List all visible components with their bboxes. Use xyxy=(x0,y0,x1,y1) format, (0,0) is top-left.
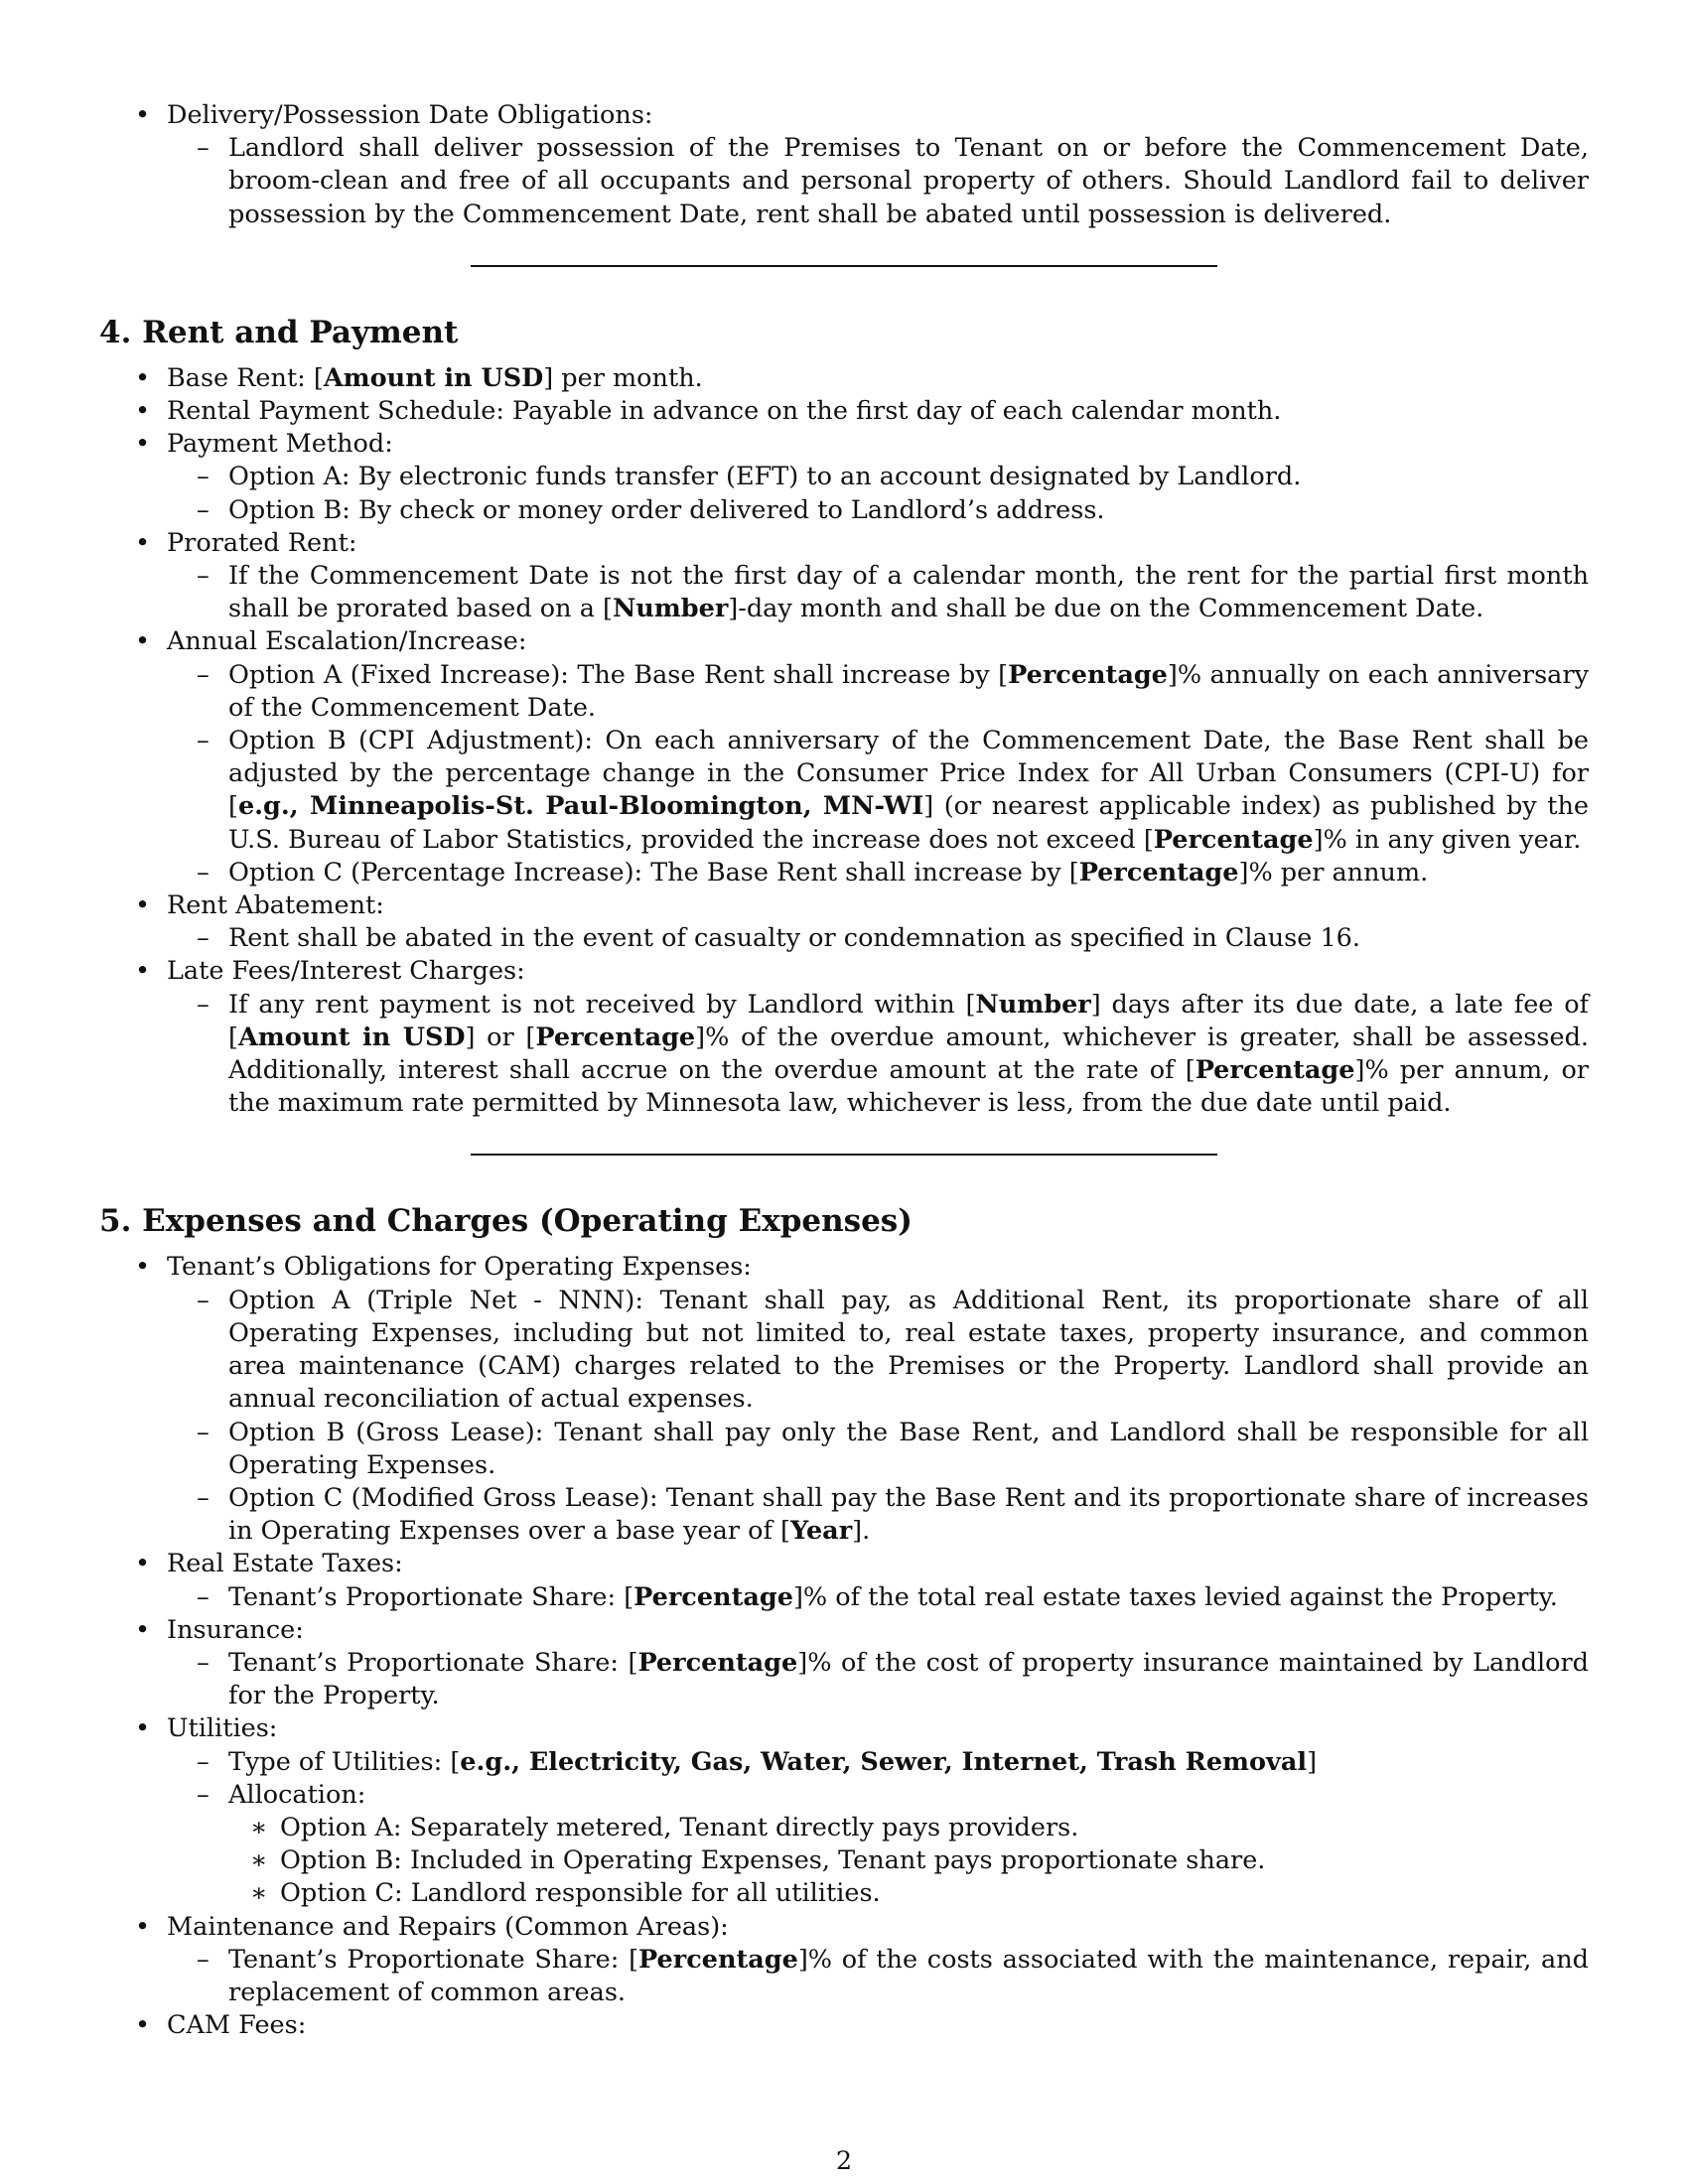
sub-list-item: – Option C (Modified Gross Lease): Tenant shall pay the Base Rent and its proportionate share of increases in Operating Expenses over a base year of [Year]. xyxy=(99,1482,1589,1548)
list-item: • Maintenance and Repairs (Common Areas): xyxy=(99,1911,1589,1944)
sub-sub-list-item: ∗ Option A: Separately metered, Tenant directly pays providers. xyxy=(99,1812,1589,1844)
sub-list-item: – Tenant’s Proportionate Share: [Percentage]% of the costs associated with the maintenance, repair, and replacement of common areas. xyxy=(99,1944,1589,2009)
sub-list-item: – Option A (Triple Net - NNN): Tenant shall pay, as Additional Rent, its proportionate share of all Operating Expenses, including but not limited to, real estate taxes, property insurance, and common area maintenance (CAM) charges related to the Premises or the Property. Landlord shall provide an annual reconciliation of actual expenses. xyxy=(99,1285,1589,1417)
list-item: • Utilities: xyxy=(99,1712,1589,1745)
section-heading: 5. Expenses and Charges (Operating Expenses) xyxy=(99,1203,913,1240)
sub-list-item: – Option B (Gross Lease): Tenant shall pay only the Base Rent, and Landlord shall be responsible for all Operating Expenses. xyxy=(99,1417,1589,1482)
sub-list-item: – Option A: By electronic funds transfer (EFT) to an account designated by Landlord. xyxy=(99,461,1589,493)
list-item: • Late Fees/Interest Charges: xyxy=(99,955,1589,988)
page-number: 2 xyxy=(835,2146,853,2176)
sub-list-item: – If any rent payment is not received by Landlord within [Number] days after its due date, a late fee of [Amount in USD] or [Percentage]% of the overdue amount, whichever is greater, shall be assessed. Additionally, interest shall accrue on the overdue amount at the rate of [Percentage]% per annum, or the maximum rate permitted by Minnesota law, whichever is less, from the due date until paid. xyxy=(99,989,1589,1121)
document-page xyxy=(99,99,1589,2042)
list-item: • Annual Escalation/Increase: xyxy=(99,625,1589,658)
sub-list-item: – Rent shall be abated in the event of casualty or condemnation as specified in Clause 16. xyxy=(99,922,1589,955)
list-item: • Delivery/Possession Date Obligations: xyxy=(99,99,1589,132)
sub-list-item: – If the Commencement Date is not the first day of a calendar month, the rent for the partial first month shall be prorated based on a [Number]-day month and shall be due on the Commencement Date. xyxy=(99,560,1589,625)
sub-list-item: – Option A (Fixed Increase): The Base Rent shall increase by [Percentage]% annually on each anniversary of the Commencement Date. xyxy=(99,659,1589,725)
sub-sub-list-item: ∗ Option B: Included in Operating Expenses, Tenant pays proportionate share. xyxy=(99,1844,1589,1877)
sub-sub-list-item: ∗ Option C: Landlord responsible for all utilities. xyxy=(99,1877,1589,1910)
list-item: • CAM Fees: xyxy=(99,2009,1589,2042)
list-item: • Base Rent: [Amount in USD] per month. xyxy=(99,362,1589,395)
list-item: • Prorated Rent: xyxy=(99,527,1589,560)
sub-list-item: – Type of Utilities: [e.g., Electricity, Gas, Water, Sewer, Internet, Trash Removal] xyxy=(99,1746,1589,1779)
sub-list-item: – Option C (Percentage Increase): The Base Rent shall increase by [Percentage]% per annum. xyxy=(99,857,1589,889)
sub-list-item: – Tenant’s Proportionate Share: [Percentage]% of the total real estate taxes levied against the Property. xyxy=(99,1581,1589,1614)
sub-list-item: – Allocation: xyxy=(99,1779,1589,1812)
list-item: • Tenant’s Obligations for Operating Expenses: xyxy=(99,1251,1589,1284)
sub-list-item: – Option B (CPI Adjustment): On each anniversary of the Commencement Date, the Base Rent shall be adjusted by the percentage change in the Consumer Price Index for All Urban Consumers (CPI-U) for [e.g., Minneapolis-St. Paul-Bloomington, MN-WI] (or nearest applicable index) as published by the U.S. Bureau of Labor Statistics, provided the increase does not exceed [Percentage]% in any given year. xyxy=(99,725,1589,857)
section-heading: 4. Rent and Payment xyxy=(99,314,459,350)
list-item: • Rental Payment Schedule: Payable in advance on the first day of each calendar month. xyxy=(99,395,1589,428)
list-item: • Real Estate Taxes: xyxy=(99,1548,1589,1580)
sub-list-item: – Tenant’s Proportionate Share: [Percentage]% of the cost of property insurance maintained by Landlord for the Property. xyxy=(99,1647,1589,1712)
list-item: • Payment Method: xyxy=(99,428,1589,461)
sub-list-item: – Option B: By check or money order delivered to Landlord’s address. xyxy=(99,494,1589,527)
list-item: • Rent Abatement: xyxy=(99,889,1589,922)
sub-list-item: – Landlord shall deliver possession of the Premises to Tenant on or before the Commencement Date, broom-clean and free of all occupants and personal property of others. Should Landlord fail to deliver possession by the Commencement Date, rent shall be abated until possession is delivered. xyxy=(99,132,1589,231)
list-item: • Insurance: xyxy=(99,1614,1589,1647)
